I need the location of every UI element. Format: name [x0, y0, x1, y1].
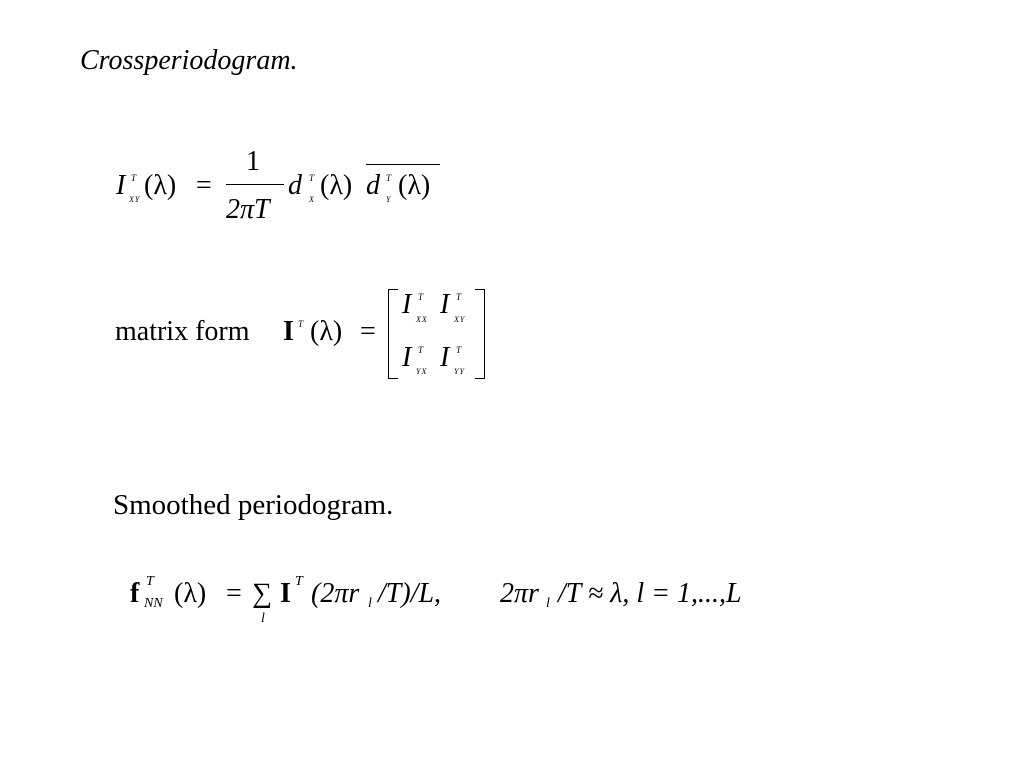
formula3-f: f	[130, 578, 140, 609]
matrix-cell-xx-sup: T	[418, 292, 424, 302]
conjugate-overline	[366, 164, 440, 165]
formula1-denominator: 2πT	[226, 194, 270, 225]
formula3-f-sup: T	[146, 574, 154, 589]
matrix-cell-xy-sup: T	[456, 292, 462, 302]
matrix-right-bracket	[475, 289, 485, 379]
formula1-fraction-bar	[226, 184, 284, 185]
formula1-I: I	[116, 170, 126, 201]
matrix-cell-xx: I	[402, 289, 412, 320]
matrix-cell-yx-sub: YX	[416, 367, 428, 376]
matrix-left-bracket	[388, 289, 398, 379]
formula1-d2-sup: T	[386, 173, 392, 183]
formula2-arg: (λ)	[310, 316, 343, 347]
formula1-d1-sub: X	[309, 195, 315, 204]
formula1-arg: (λ)	[144, 170, 177, 201]
formula3-f-sub: NN	[144, 596, 163, 611]
formula3-condition-sub: l	[546, 596, 550, 611]
formula3-condition-rest: /T ≈ λ, l = 1,...,L	[558, 578, 742, 609]
smoothed-periodogram-heading: Smoothed periodogram.	[113, 489, 394, 521]
formula1-d1: d	[288, 170, 302, 201]
matrix-cell-xx-sub: XX	[416, 315, 428, 324]
matrix-cell-xy-sub: XY	[454, 315, 466, 324]
formula3-I-sup: T	[295, 574, 303, 589]
formula3-I: I	[280, 578, 291, 609]
formula3-r-sub: l	[368, 596, 372, 611]
formula1-d2-arg: (λ)	[398, 170, 431, 201]
formula2-sup: T	[298, 319, 304, 329]
formula3-arg: (λ)	[174, 578, 207, 609]
formula3-term-rest: /T)/L,	[378, 578, 442, 609]
formula3-condition: 2πr	[500, 578, 539, 609]
matrix-cell-yy-sub: YY	[454, 367, 465, 376]
matrix-cell-yx: I	[402, 342, 412, 373]
formula1-d2-sub: Y	[386, 195, 392, 204]
formula1-sub: XY	[129, 195, 141, 204]
formula3-term: (2πr	[311, 578, 360, 609]
formula1-d1-arg: (λ)	[320, 170, 353, 201]
formula1-d1-sup: T	[309, 173, 315, 183]
matrix-cell-yy-sup: T	[456, 345, 462, 355]
matrix-cell-xy: I	[440, 289, 450, 320]
summation-index: l	[261, 611, 265, 626]
formula1-numerator: 1	[246, 146, 260, 177]
matrix-cell-yx-sup: T	[418, 345, 424, 355]
matrix-form-label: matrix form	[115, 316, 250, 347]
formula1-d2: d	[366, 170, 380, 201]
formula1-sup: T	[131, 173, 137, 183]
slide-title: Crossperiodogram.	[80, 45, 298, 76]
formula2-I: I	[283, 316, 294, 347]
matrix-cell-yy: I	[440, 342, 450, 373]
formula3-equals: =	[226, 578, 242, 609]
formula2-equals: =	[360, 316, 376, 347]
summation-sign: ∑	[252, 578, 272, 609]
formula1-equals: =	[196, 170, 212, 201]
